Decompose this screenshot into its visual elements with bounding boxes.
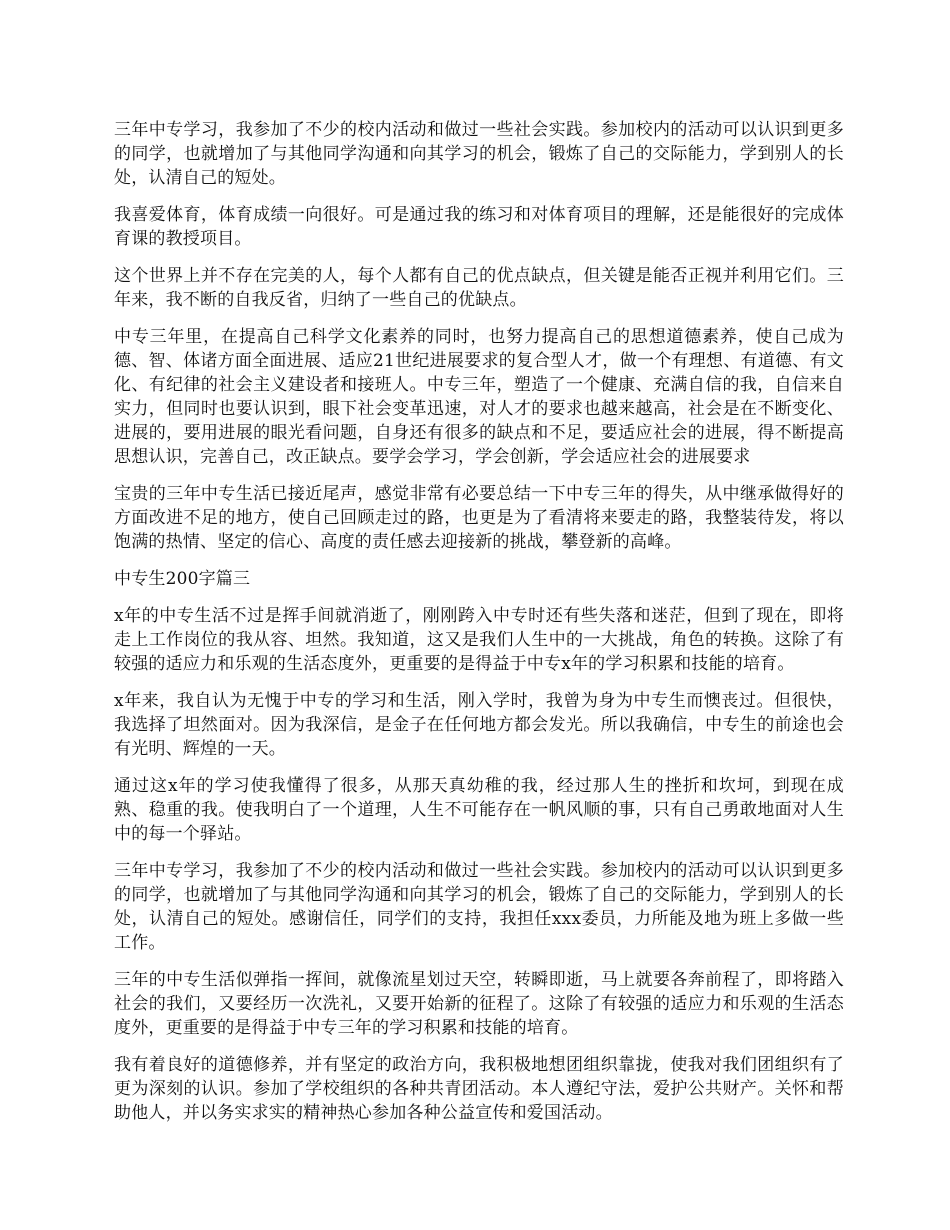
paragraph: 我有着良好的道德修养，并有坚定的政治方向，我积极地想团组织靠拢，使我对我们团组织有了更为深刻的认识。参加了学校组织的各种共青团活动。本人遵纪守法，爱护公共财产。关怀和帮助他人，并以务实求实的精神热心参加各种公益宣传和爱国活动。	[114, 1055, 844, 1123]
paragraph: 中专三年里，在提高自己科学文化素养的同时，也努力提高自己的思想道德素养，使自己成为德、智、体诸方面全面进展、适应21世纪进展要求的复合型人才，做一个有理想、有道德、有文化、有纪律的社会主义建设者和接班人。中专三年，塑造了一个健康、充满自信的我，自信来自实力，但同时也要认识到，眼下社会变革迅速，对人才的要求也越来越高，社会是在不断变化、进展的，要用进展的眼光看问题，自身还有很多的缺点和不足，要适应社会的进展，得不断提高思想认识，完善自己，改正缺点。要学会学习，学会创新，学会适应社会的进展要求	[114, 327, 844, 467]
document-body	[114, 118, 844, 1138]
paragraph: 我喜爱体育，体育成绩一向很好。可是通过我的练习和对体育项目的理解，还是能很好的完成体育课的教授项目。	[114, 205, 844, 249]
section-heading: 中专生200字篇三	[114, 569, 251, 589]
paragraph: x年来，我自认为无愧于中专的学习和生活，刚入学时，我曾为身为中专生而懊丧过。但很快，我选择了坦然面对。因为我深信，是金子在任何地方都会发光。所以我确信，中专生的前途也会有光明、辉煌的一天。	[114, 691, 844, 759]
paragraph: 三年中专学习，我参加了不少的校内活动和做过一些社会实践。参加校内的活动可以认识到更多的同学，也就增加了与其他同学沟通和向其学习的机会，锻炼了自己的交际能力，学到别人的长处，认清自己的短处。感谢信任，同学们的支持，我担任xxx委员，力所能及地为班上多做一些工作。	[114, 861, 844, 953]
paragraph: 通过这x年的学习使我懂得了很多，从那天真幼稚的我，经过那人生的挫折和坎坷，到现在成熟、稳重的我。使我明白了一个道理，人生不可能存在一帆风顺的事，只有自己勇敢地面对人生中的每一个驿站。	[114, 776, 844, 844]
paragraph: 三年的中专生活似弹指一挥间，就像流星划过天空，转瞬即逝，马上就要各奔前程了，即将踏入社会的我们，又要经历一次洗礼，又要开始新的征程了。这除了有较强的适应力和乐观的生活态度外，更重要的是得益于中专三年的学习积累和技能的培育。	[114, 970, 844, 1038]
paragraph: x年的中专生活不过是挥手间就消逝了，刚刚跨入中专时还有些失落和迷茫，但到了现在，即将走上工作岗位的我从容、坦然。我知道，这又是我们人生中的一大挑战，角色的转换。这除了有较强的适应力和乐观的生活态度外，更重要的是得益于中专x年的学习积累和技能的培育。	[114, 606, 844, 674]
paragraph: 三年中专学习，我参加了不少的校内活动和做过一些社会实践。参加校内的活动可以认识到更多的同学，也就增加了与其他同学沟通和向其学习的机会，锻炼了自己的交际能力，学到别人的长处，认清自己的短处。	[114, 120, 844, 188]
paragraph: 这个世界上并不存在完美的人，每个人都有自己的优点缺点，但关键是能否正视并利用它们。三年来，我不断的自我反省，归纳了一些自己的优缺点。	[114, 266, 844, 310]
paragraph: 宝贵的三年中专生活已接近尾声，感觉非常有必要总结一下中专三年的得失，从中继承做得好的方面改进不足的地方，使自己回顾走过的路，也更是为了看清将来要走的路，我整装待发，将以饱满的热情、坚定的信心、高度的责任感去迎接新的挑战，攀登新的高峰。	[114, 484, 844, 552]
